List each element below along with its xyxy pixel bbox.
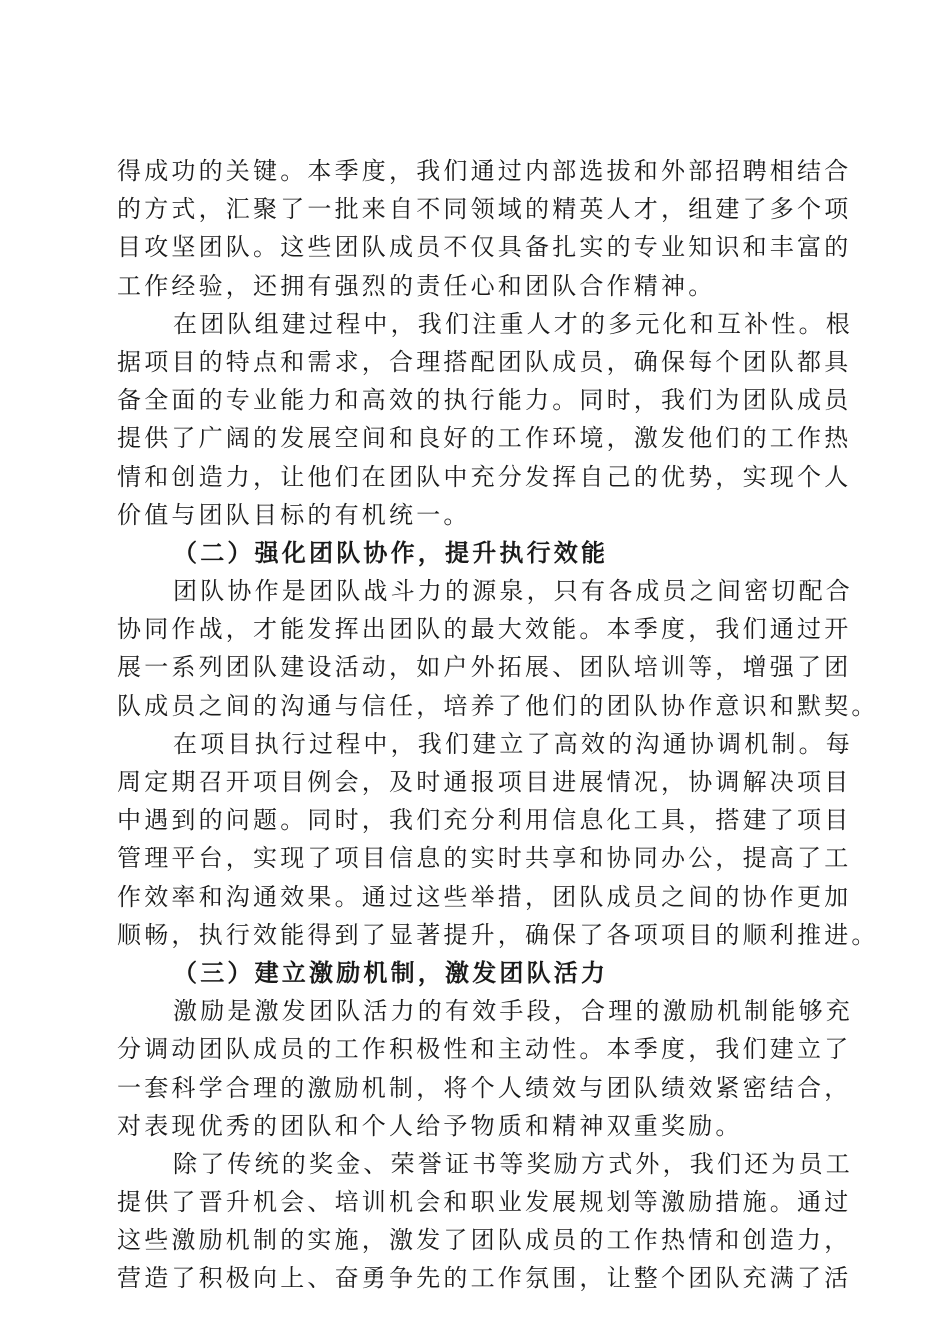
paragraph-last-line: 对表现优秀的团队和个人给予物质和精神双重奖励。	[117, 1111, 743, 1140]
body-text-line: 作效率和沟通效果。通过这些举措，团队成员之间的协作更加	[117, 882, 852, 911]
body-text-line: 分调动团队成员的工作积极性和主动性。本季度，我们建立了	[117, 1035, 852, 1064]
body-text-line: 一套科学合理的激励机制，将个人绩效与团队绩效紧密结合，	[117, 1073, 852, 1102]
body-text-line: 中遇到的问题。同时，我们充分利用信息化工具，搭建了项目	[117, 806, 852, 835]
body-text-line: 据项目的特点和需求，合理搭配团队成员，确保每个团队都具	[117, 347, 852, 376]
section-heading: （二）强化团队协作，提升执行效能	[173, 537, 609, 567]
paragraph-first-line: 团队协作是团队战斗力的源泉，只有各成员之间密切配合	[173, 577, 853, 606]
paragraph-first-line: 在团队组建过程中，我们注重人才的多元化和互补性。根	[173, 309, 853, 338]
paragraph-first-line: 在项目执行过程中，我们建立了高效的沟通协调机制。每	[173, 729, 853, 758]
body-text-line: 目攻坚团队。这些团队成员不仅具备扎实的专业知识和丰富的	[117, 233, 852, 262]
body-text-line: 提供了晋升机会、培训机会和职业发展规划等激励措施。通过	[117, 1188, 852, 1217]
paragraph-last-line: 工作经验，还拥有强烈的责任心和团队合作精神。	[117, 271, 716, 300]
body-text-line: 情和创造力，让他们在团队中充分发挥自己的优势，实现个人	[117, 462, 852, 491]
body-text-line: 营造了积极向上、奋勇争先的工作氛围，让整个团队充满了活	[117, 1264, 852, 1293]
paragraph-first-line: 激励是激发团队活力的有效手段，合理的激励机制能够充	[173, 997, 853, 1026]
body-text-line: 这些激励机制的实施，激发了团队成员的工作热情和创造力，	[117, 1226, 852, 1255]
body-text-line: 提供了广阔的发展空间和良好的工作环境，激发他们的工作热	[117, 424, 852, 453]
paragraph-last-line: 价值与团队目标的有机统一。	[117, 500, 471, 529]
paragraph-last-line: 顺畅，执行效能得到了显著提升，确保了各项项目的顺利推进。	[117, 920, 879, 949]
body-text-line: 周定期召开项目例会，及时通报项目进展情况，协调解决项目	[117, 768, 852, 796]
body-text-line: 展一系列团队建设活动，如户外拓展、团队培训等，增强了团	[117, 653, 852, 682]
document-body	[117, 152, 879, 1298]
paragraph-last-line: 队成员之间的沟通与信任，培养了他们的团队协作意识和默契。	[117, 691, 879, 720]
body-text-line: 备全面的专业能力和高效的执行能力。同时，我们为团队成员	[117, 386, 852, 415]
body-text-line: 协同作战，才能发挥出团队的最大效能。本季度，我们通过开	[117, 615, 852, 644]
body-text-line: 管理平台，实现了项目信息的实时共享和协同办公，提高了工	[117, 844, 852, 873]
body-text-line: 得成功的关键。本季度，我们通过内部选拔和外部招聘相结合	[117, 157, 852, 185]
section-heading: （三）建立激励机制，激发团队活力	[173, 957, 609, 987]
body-text-line: 的方式，汇聚了一批来自不同领域的精英人才，组建了多个项	[117, 195, 852, 224]
paragraph-first-line: 除了传统的奖金、荣誉证书等奖励方式外，我们还为员工	[173, 1149, 853, 1178]
